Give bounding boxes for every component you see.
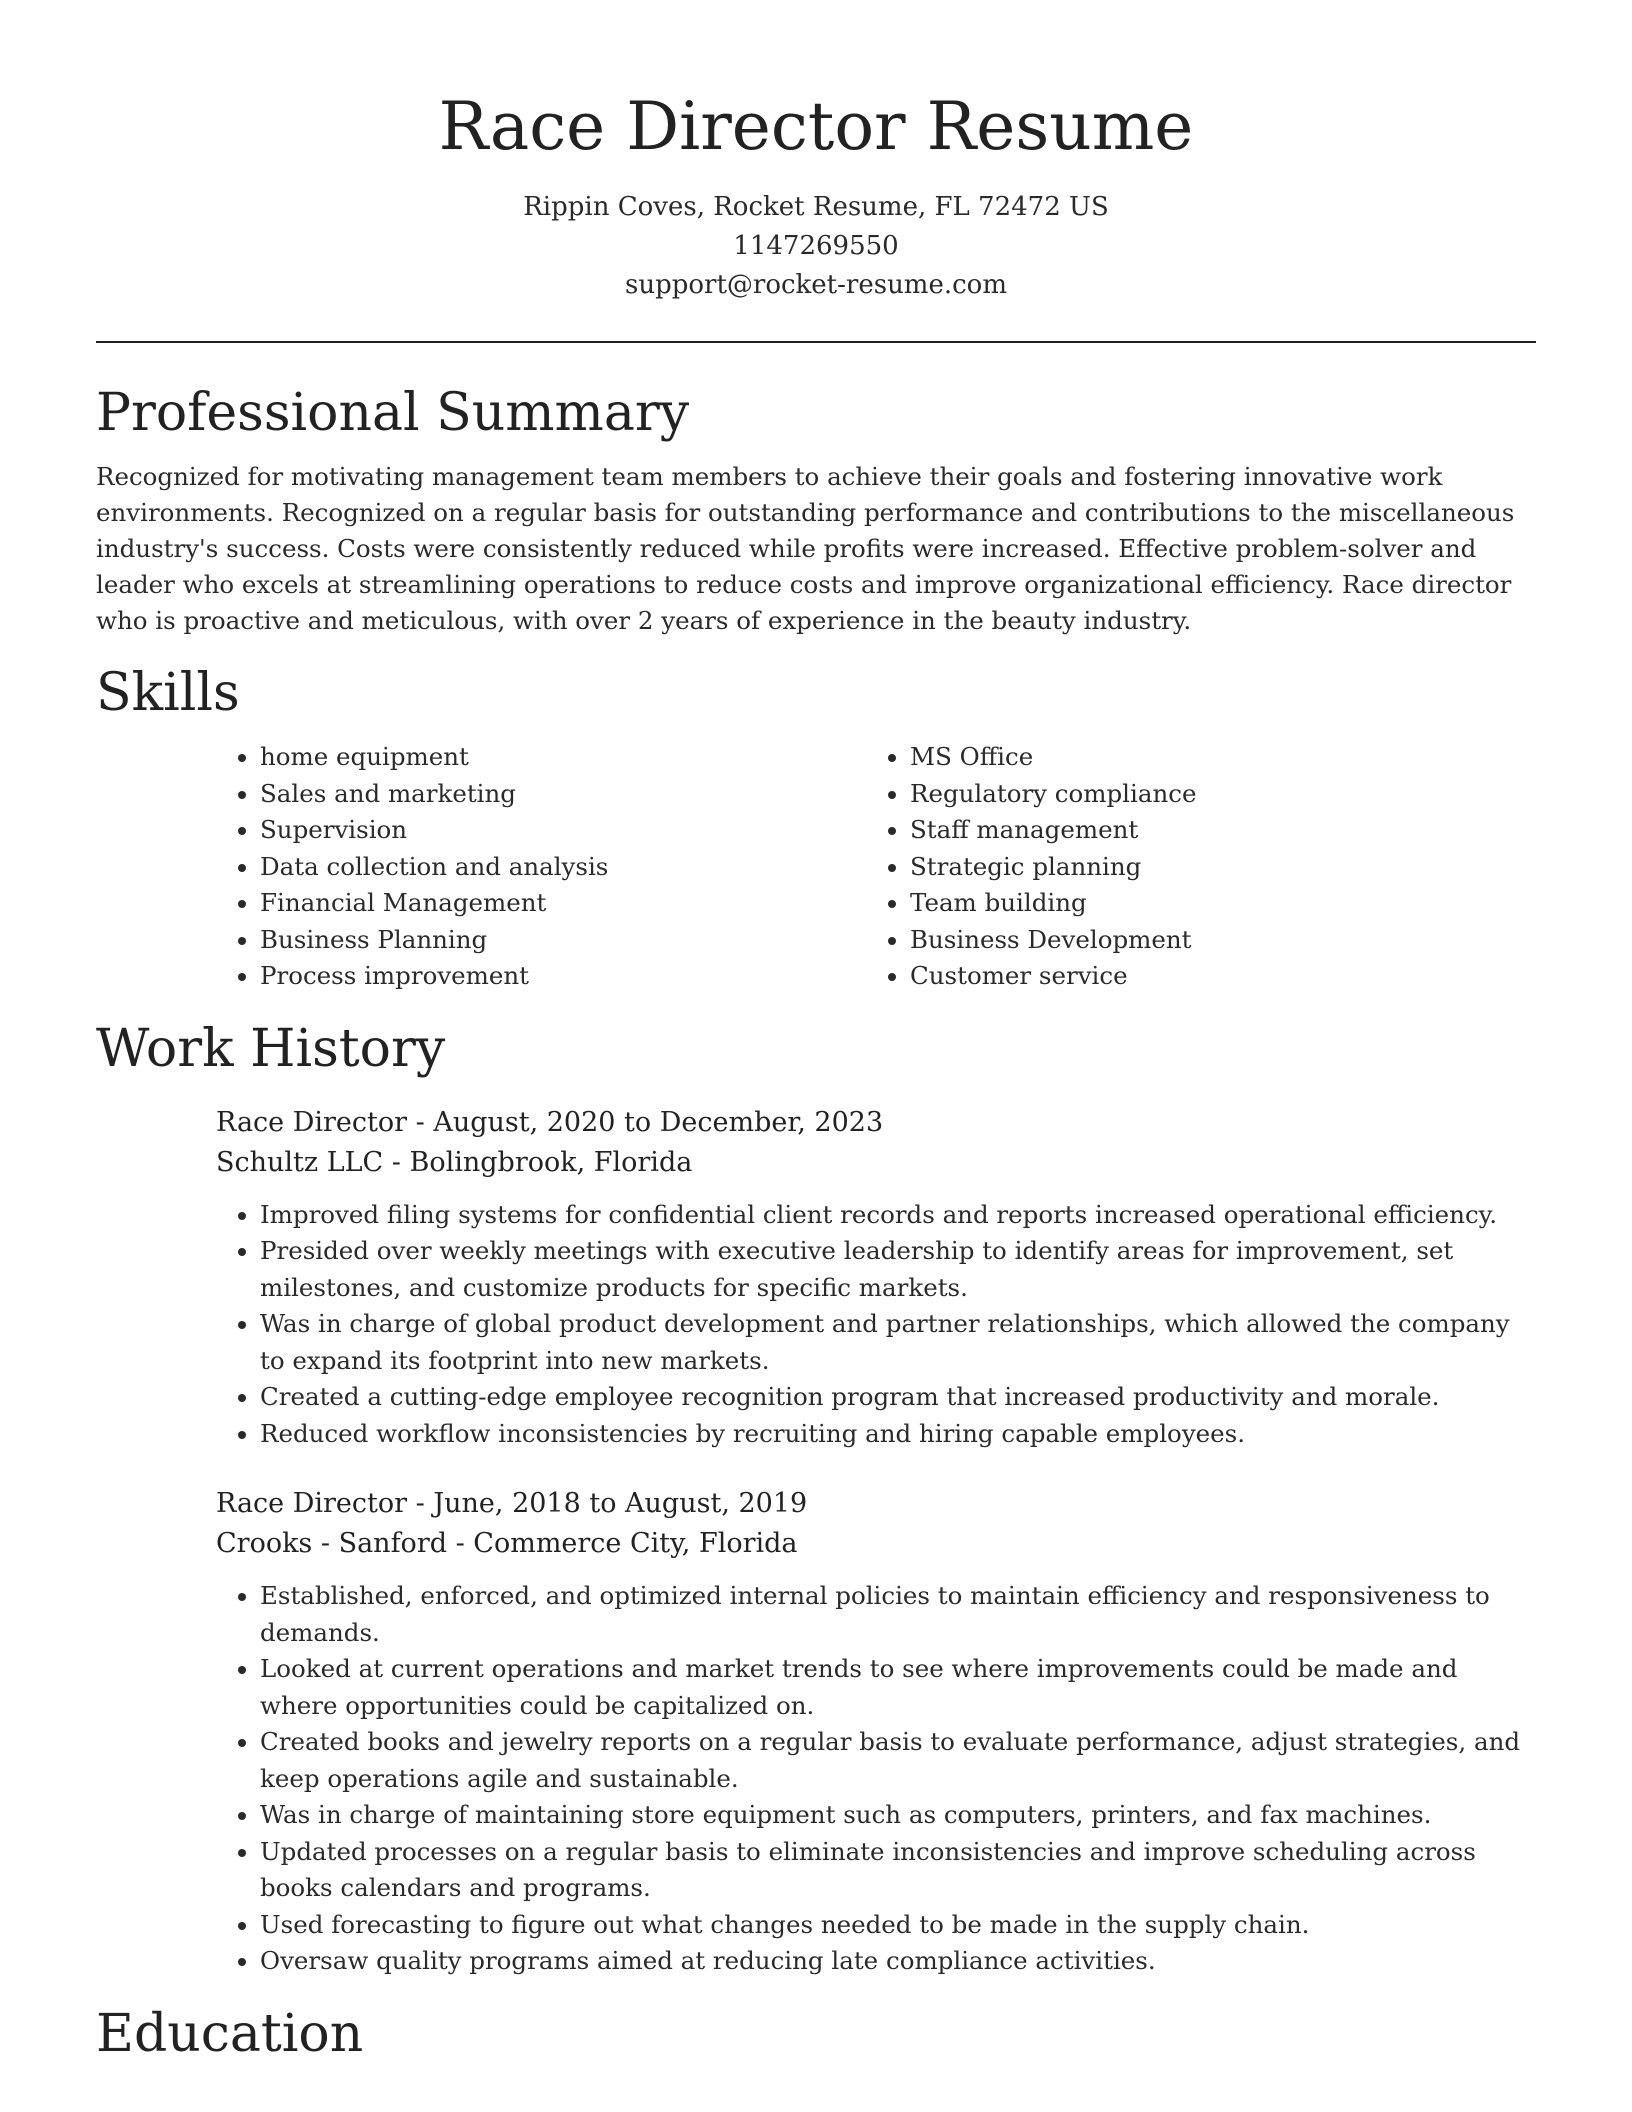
skills-section: [96, 661, 1536, 995]
job-title: Race Director: [216, 1106, 408, 1138]
skill-item: • Data collection and analysis: [260, 849, 866, 886]
summary-section: [96, 381, 1536, 639]
job-dates: - June, 2018 to August, 2019: [407, 1488, 808, 1519]
skill-item: • Customer service: [910, 958, 1516, 995]
work-section: [96, 1017, 1536, 1980]
job-title-line: [216, 1103, 1536, 1143]
job-bullet: • Created books and jewelry reports on a regular basis to evaluate performance, adjust strategies, and keep operations agile and sustainable.: [260, 1724, 1536, 1797]
work-heading: Work History: [96, 1018, 446, 1079]
job-bullet: • Established, enforced, and optimized internal policies to maintain efficiency and responsiveness to demands.: [260, 1578, 1536, 1651]
job-bullet: • Was in charge of maintaining store equipment such as computers, printers, and fax machines.: [260, 1797, 1536, 1834]
resume-title: Race Director Resume: [438, 88, 1194, 165]
job-bullet: • Oversaw quality programs aimed at reducing late compliance activities.: [260, 1943, 1536, 1980]
job-bullet: • Reduced workflow inconsistencies by recruiting and hiring capable employees.: [260, 1416, 1536, 1453]
education-heading: Education: [96, 2003, 364, 2064]
skill-item: • Financial Management: [260, 885, 866, 922]
job-bullet: • Updated processes on a regular basis to eliminate inconsistencies and improve scheduling across books calendars and programs.: [260, 1834, 1536, 1907]
resume-page: [96, 0, 1536, 2066]
resume-header: [96, 0, 1536, 305]
job-bullet: • Improved filing systems for confidential client records and reports increased operational efficiency.: [260, 1197, 1536, 1234]
job-location: - Bolingbrook, Florida: [383, 1146, 693, 1178]
skills-list-right: [866, 739, 1516, 995]
header-divider: [96, 341, 1536, 343]
skill-item: • Business Planning: [260, 922, 866, 959]
job-bullet: • Presided over weekly meetings with executive leadership to identify areas for improvement, set milestones, and customize products for specific markets.: [260, 1233, 1536, 1306]
job-bullet: • Was in charge of global product development and partner relationships, which allowed the company to expand its footprint into new markets.: [260, 1306, 1536, 1379]
skill-item: • Strategic planning: [910, 849, 1516, 886]
job-bullets: [216, 1578, 1536, 1980]
job-company-line: [216, 1524, 1536, 1564]
job-entry: [216, 1103, 1536, 1453]
skill-item: • Team building: [910, 885, 1516, 922]
skill-item: • Business Development: [910, 922, 1516, 959]
job-title-line: [216, 1484, 1536, 1524]
job-title: Race Director: [216, 1488, 408, 1519]
skills-heading: Skills: [96, 663, 240, 723]
skill-item: • Staff management: [910, 812, 1516, 849]
skill-item: • Supervision: [260, 812, 866, 849]
summary-heading: Professional Summary: [96, 383, 690, 443]
skills-list-left: [216, 739, 866, 995]
skill-item: • Process improvement: [260, 958, 866, 995]
job-bullet: • Used forecasting to figure out what changes needed to be made in the supply chain.: [260, 1907, 1536, 1944]
job-company: Crooks - Sanford: [216, 1528, 448, 1559]
education-section: [96, 2002, 1536, 2066]
skills-column-left: [216, 739, 866, 995]
job-company-line: [216, 1143, 1536, 1183]
skill-item: • home equipment: [260, 739, 866, 776]
job-dates: - August, 2020 to December, 2023: [407, 1106, 884, 1138]
job-bullet: • Looked at current operations and market trends to see where improvements could be made and where opportunities could be capitalized on.: [260, 1651, 1536, 1724]
skills-column-right: [866, 739, 1516, 995]
skills-columns: [216, 739, 1536, 995]
job-bullet: • Created a cutting-edge employee recognition program that increased productivity and morale.: [260, 1379, 1536, 1416]
contact-phone: 1147269550: [733, 231, 899, 261]
contact-address: Rippin Coves, Rocket Resume, FL 72472 US: [523, 192, 1109, 222]
skill-item: • Sales and marketing: [260, 776, 866, 813]
job-bullets: [216, 1197, 1536, 1453]
job-location: - Commerce City, Florida: [447, 1528, 798, 1559]
skill-item: • Regulatory compliance: [910, 776, 1516, 813]
contact-block: [96, 188, 1536, 305]
job-entry: [216, 1484, 1536, 1980]
skill-item: • MS Office: [910, 739, 1516, 776]
job-company: Schultz LLC: [216, 1146, 384, 1178]
contact-email: support@rocket-resume.com: [624, 270, 1007, 300]
summary-text: Recognized for motivating management team members to achieve their goals and fostering innovative work environments. Recognized on a regular basis for outstanding performance and contributions to the miscellaneous industry's success. Costs were consistently reduced while profits were increased. Effective problem-solver and leader who excels at streamlining operations to reduce costs and improve organizational efficiency. Race director who is proactive and meticulous, with over 2 years of experience in the beauty industry.: [96, 462, 1515, 635]
